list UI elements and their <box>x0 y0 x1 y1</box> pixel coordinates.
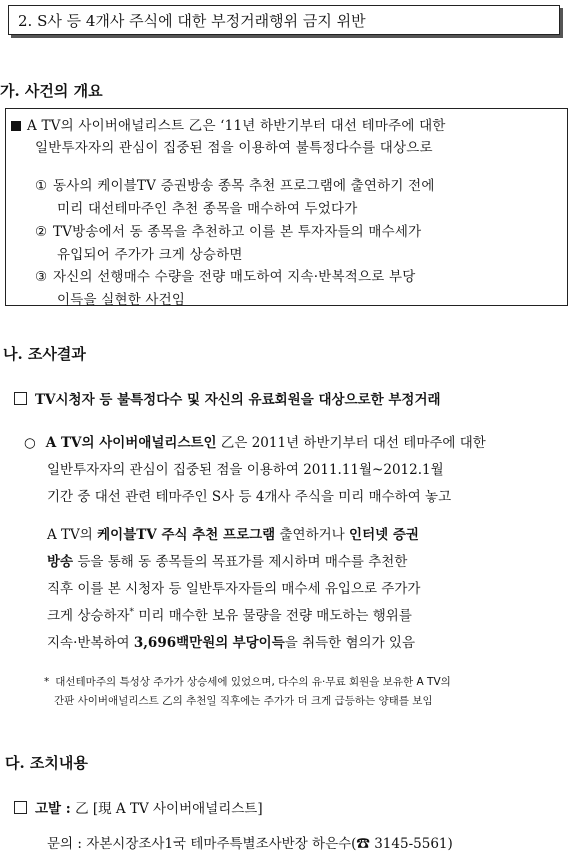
checkbox-icon <box>14 392 27 405</box>
results-p1-line3: 기간 중 대선 관련 테마주인 S사 등 4개사 주식을 미리 매수하여 놓고 <box>47 489 452 505</box>
footnote-line2: 간판 사이버애널리스트 乙의 추천일 직후에는 주가가 더 크게 급등하는 양태를 보임 <box>54 695 433 707</box>
action-item: 고발 : 乙 [現 A TV 사이버애널리스트] <box>14 797 263 817</box>
results-subheading: TV시청자 등 불특정다수 및 자신의 유료회원을 대상으로한 부정거래 <box>14 388 441 408</box>
results-p2-line5: 지속·반복하여 3,696백만원의 부당이득을 취득한 혐의가 있음 <box>47 635 415 651</box>
overview-item-1-cont: 미리 대선테마주인 추천 종목을 매수하여 두었다가 <box>57 201 358 217</box>
results-p2-line1: A TV의 케이블TV 주식 추천 프로그램 출연하거나 인터넷 증권 <box>47 527 419 543</box>
results-p2-line2: 방송 등을 통해 동 종목들의 목표가를 제시하며 매수를 추천한 <box>47 554 408 570</box>
overview-item-3: ③ 자신의 선행매수 수량을 전량 매도하여 지속·반복적으로 부당 <box>35 269 416 285</box>
overview-item-2: ② TV방송에서 동 종목을 추천하고 이를 본 투자자들의 매수세가 <box>35 224 422 240</box>
page-title: 2. S사 등 4개사 주식에 대한 부정거래행위 금지 위반 <box>8 5 560 35</box>
contact-info: 문의 : 자본시장조사1국 테마주특별조사반장 하은수(☎ 3145-5561) <box>47 836 453 852</box>
overview-heading: 가. 사건의 개요 <box>0 82 103 100</box>
checkbox-icon <box>14 801 27 814</box>
overview-item-2-cont: 유입되어 주가가 크게 상승하면 <box>57 247 243 263</box>
results-p1-line2: 일반투자자의 관심이 집중된 점을 이용하여 2011.11월~2012.1월 <box>47 462 444 478</box>
results-heading: 나. 조사결과 <box>3 345 86 363</box>
results-p1-line1: ○ A TV의 사이버애널리스트인 乙은 2011년 하반기부터 대선 테마주에 대한 <box>24 435 486 451</box>
overview-box <box>5 108 568 306</box>
results-p2-line4: 크게 상승하자* 미리 매수한 보유 물량을 전량 매도하는 행위를 <box>47 607 412 624</box>
action-heading: 다. 조치내용 <box>5 754 88 772</box>
overview-line-1: A TV의 사이버애널리스트 乙은 ‘11년 하반기부터 대선 테마주에 대한 <box>11 114 446 134</box>
overview-item-3-cont: 이득을 실현한 사건임 <box>57 292 186 308</box>
overview-item-1: ① 동사의 케이블TV 증권방송 종목 추천 프로그램에 출연하기 전에 <box>35 178 435 194</box>
footnote-line1: * 대선테마주의 특성상 주가가 상승세에 있었으며, 다수의 유·무료 회원을 보유한 A TV의 <box>44 676 451 688</box>
square-bullet-icon <box>11 121 21 131</box>
overview-line-2: 일반투자자의 관심이 집중된 점을 이용하여 불특정다수를 대상으로 <box>35 140 433 156</box>
results-p2-line3: 직후 이를 본 시청자 등 일반투자자들의 매수세 유입으로 주가가 <box>47 581 421 597</box>
